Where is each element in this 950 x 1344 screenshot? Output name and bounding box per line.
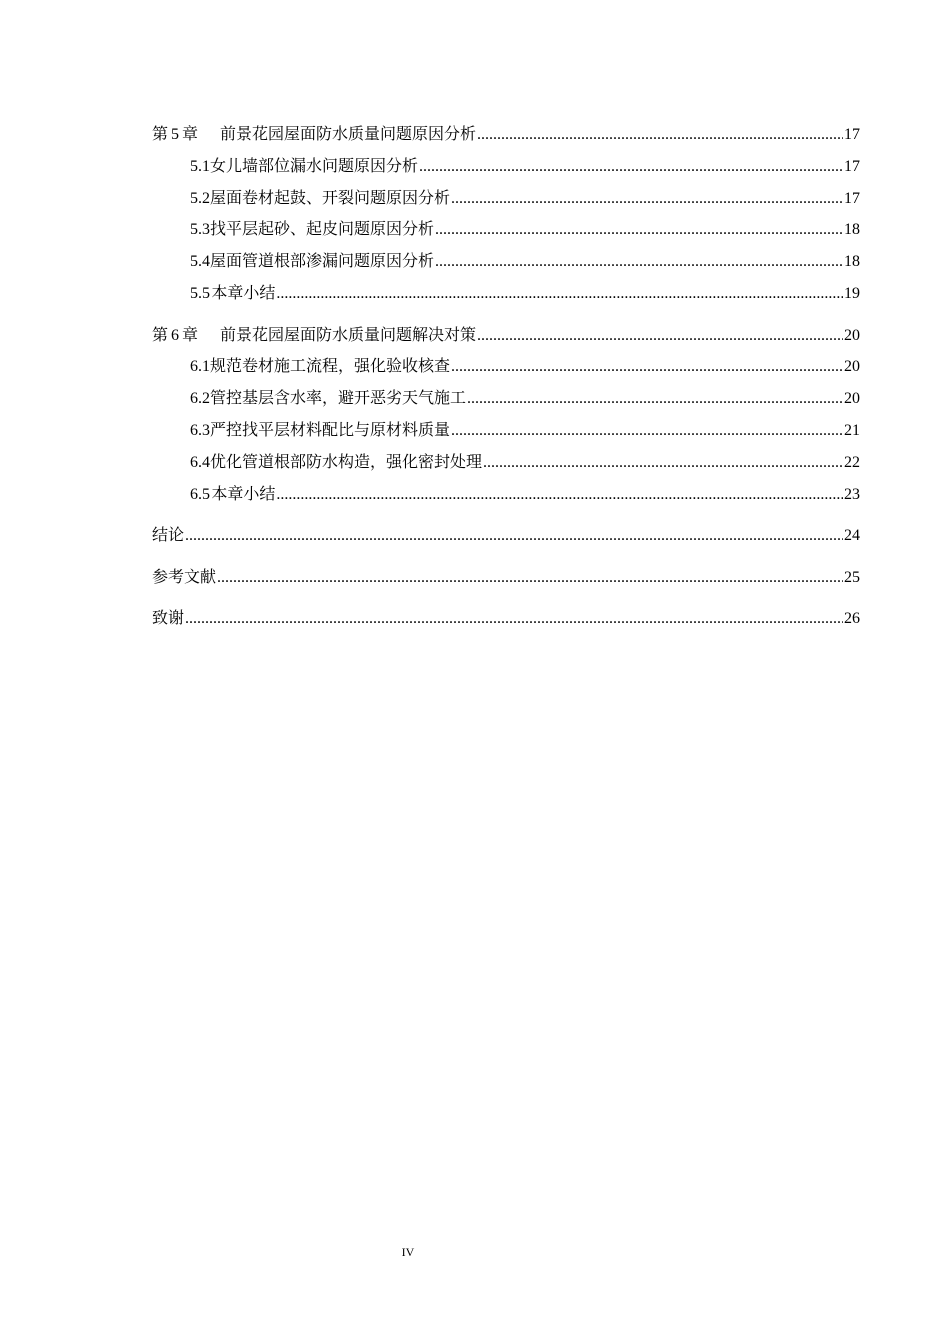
dot-leader [451,415,843,447]
page-number: 17 [844,157,860,175]
dot-leader [451,351,843,383]
section-number: 6.3 [190,421,210,439]
section-number: 6.4 [190,453,210,471]
page-number: 17 [844,126,860,143]
toc-references[interactable] [152,561,860,593]
page-number: 17 [844,189,860,207]
section-number: 5.1 [190,157,210,175]
page-number: 21 [844,421,860,439]
dot-leader [435,246,843,278]
toc-section-6-3[interactable] [152,414,860,446]
section-number: 5.3 [190,221,210,239]
chapter-title: 前景花园屋面防水质量问题原因分析 [220,124,477,143]
chapter-number: 第 6 章 [152,324,199,344]
page-number: 20 [844,390,860,408]
toc-section-5-1[interactable] [152,150,860,182]
page-number: 25 [844,568,860,586]
page-number: 19 [844,284,860,302]
toc-section-6-4[interactable] [152,446,860,478]
dot-leader [185,603,843,635]
dot-leader [477,320,843,352]
dot-leader [419,151,843,183]
dot-leader [185,520,843,552]
chapter-number: 第 5 章 [152,124,199,143]
section-number: 5.4 [190,253,210,271]
toc-section-6-5[interactable] [152,478,860,510]
section-title: 严控找平层材料配比与原材料质量 [210,419,451,439]
footer-page-number: IV [401,1245,415,1259]
entry-title: 参考文献 [152,566,217,586]
section-title: 优化管道根部防水构造，强化密封处理 [210,451,483,471]
toc-chapter-6[interactable] [152,319,860,351]
entry-title: 致谢 [152,608,185,628]
toc-section-6-2[interactable] [152,382,860,414]
dot-leader [467,383,843,415]
section-title: 本章小结 [211,483,276,503]
dot-leader [276,479,843,511]
section-title: 找平层起砂、起皮问题原因分析 [210,219,435,239]
page-number: 23 [844,485,860,503]
page-number: 18 [844,253,860,271]
section-title: 女儿墙部位漏水问题原因分析 [210,155,419,175]
section-title: 规范卷材施工流程，强化验收核查 [210,356,451,376]
toc-acknowledgements[interactable] [152,602,860,634]
entry-title: 结论 [152,525,185,545]
dot-leader [276,278,843,310]
toc-section-5-5[interactable] [152,277,860,309]
page-number: 26 [844,610,860,628]
section-number: 6.5 [190,485,210,503]
dot-leader [477,119,843,151]
table-of-contents [152,118,860,634]
page-number: 24 [844,527,860,545]
section-number: 5.5 [190,284,210,302]
page-number: 20 [844,358,860,376]
page-number: 22 [844,453,860,471]
section-title: 本章小结 [211,282,276,302]
toc-section-5-3[interactable] [152,213,860,245]
section-number: 5.2 [190,189,210,207]
section-title: 管控基层含水率，避开恶劣天气施工 [210,388,467,408]
section-title: 屋面卷材起鼓、开裂问题原因分析 [210,187,451,207]
section-number: 6.2 [190,390,210,408]
dot-leader [217,562,843,594]
toc-section-5-4[interactable] [152,245,860,277]
dot-leader [451,183,843,215]
toc-section-5-2[interactable] [152,182,860,214]
toc-section-6-1[interactable] [152,350,860,382]
section-title: 屋面管道根部渗漏问题原因分析 [210,251,435,271]
dot-leader [435,214,843,246]
page-number: 18 [844,221,860,239]
section-number: 6.1 [190,358,210,376]
dot-leader [483,447,843,479]
toc-conclusion[interactable] [152,519,860,551]
toc-chapter-5[interactable] [152,118,860,150]
chapter-title: 前景花园屋面防水质量问题解决对策 [220,324,477,344]
page-number: 20 [844,326,860,344]
